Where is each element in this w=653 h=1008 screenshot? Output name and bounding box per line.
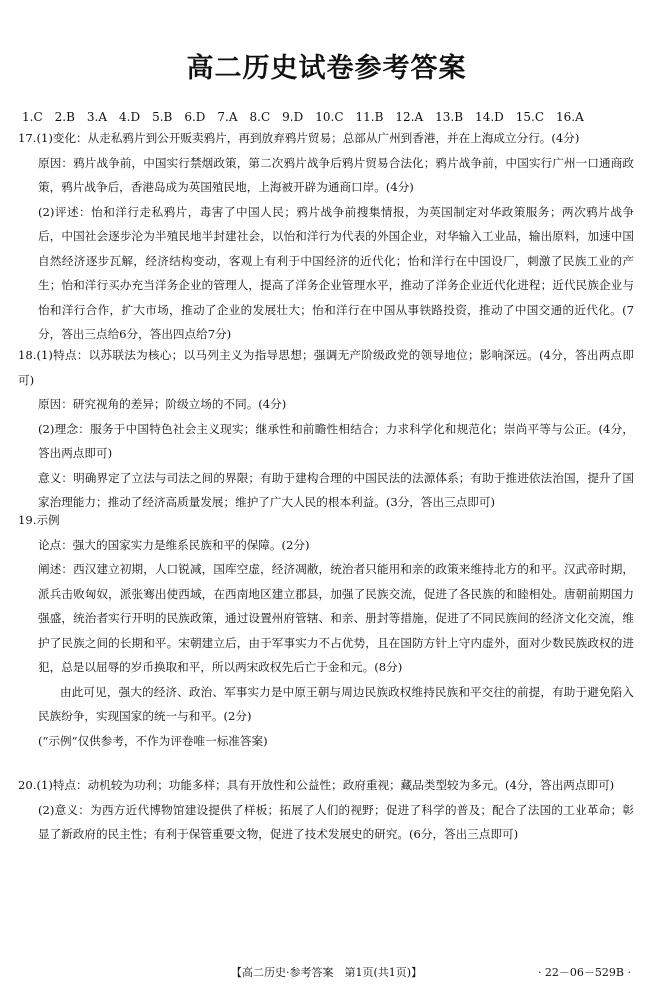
q17-part1-reason: 原因：鸦片战争前，中国实行禁烟政策，第二次鸦片战争后鸦片贸易合法化；鸦片战争前，中国实行广州一口通商政策，鸦片战争后，香港岛成为英国殖民地，上海被开辟为通商口岸。(4分) [38, 155, 634, 194]
q19-thesis: 论点：强大的国家实力是维系民族和平的保障。(2分) [38, 537, 310, 552]
q18-part2-concept: (2)理念：服务于中国特色社会主义现实；继承性和前瞻性相结合；力求科学化和规范化；崇尚平等与公正。(4分，答出两点即可) [38, 421, 634, 460]
q20-part2-significance: (2)意义：为西方近代博物馆建设提供了样板；拓展了人们的视野；促进了科学的普及；配合了法国的工业革命；彰显了新政府的民主性；有利于保管重要文物，促进了技术发展史的研究。(6分，答出三点即可) [38, 802, 634, 841]
q18-part2-significance: 意义：明确界定了立法与司法之间的界限；有助于建构合理的中国民法的法源体系；有助于推进依法治国，提升了国家治理能力；推动了经济高质量发展；维护了广大人民的根本利益。(3分，答出三点即可) [38, 470, 634, 509]
q18-part1-feature: 18.(1)特点：以苏联法为核心；以马列主义为指导思想；强调无产阶级政党的领导地位；影响深远。(4分，答出两点即可) [18, 348, 634, 387]
q19-note: (“示例”仅供参考，不作为评卷唯一标准答案) [38, 733, 268, 748]
q20-part1-feature: 20.(1)特点：动机较为功利；功能多样；具有开放性和公益性；政府重视；藏品类型较为多元。(4分，答出两点即可) [18, 778, 615, 792]
footer-label: 【高二历史·参考答案 第1页(共1页)】 [230, 966, 423, 979]
q17-part2-review: (2)评述：怡和洋行走私鸦片，毒害了中国人民；鸦片战争前搜集情报，为英国制定对华政策服务；两次鸦片战争后，中国社会逐步沦为半殖民地半封建社会，以怡和洋行为代表的外国企业，对华输入工业品，输出原料，加速中国自然经济逐步瓦解，经济结构变动，客观上有利于中国经济的近代化；怡和洋行在中国设厂，刺激了民族工业的产生；怡和洋行买办充当洋务企业的管理人，提高了洋务企业管理水平，推动了洋务企业近代化进程；近代民族企业与怡和洋行合作，扩大市场，推动了企业的发展壮大；怡和洋行在中国从事铁路投资，推动了中国交通的近代化。(7分，答出三点给6分，答出四点给7分) [38, 204, 634, 341]
footer-code: · 22－06－529B · [537, 966, 631, 979]
q19-conclusion: 由此可见，强大的经济、政治、军事实力是中原王朝与周边民族政权维持民族和平交往的前提，有助于避免陷入民族纷争，实现国家的统一与和平。(2分) [38, 684, 634, 723]
question-20 [18, 773, 634, 847]
question-18 [18, 343, 634, 515]
question-17 [18, 126, 634, 347]
q19-header: 19.示例 [18, 513, 60, 527]
choice-answers: 1.C 2.B 3.A 4.D 5.B 6.D 7.A 8.C 9.D 10.C 11.B 12.A 13.B 14.D 15.C 16.A [22, 110, 584, 124]
question-19 [18, 508, 634, 753]
q17-part1-change: 17.(1)变化：从走私鸦片到公开贩卖鸦片，再到放弃鸦片贸易；总部从广州到香港，并在上海成立分行。(4分) [18, 131, 580, 145]
q19-elaboration: 阐述：西汉建立初期，人口锐减，国库空虚，经济凋敝，统治者只能用和亲的政策来维持北方的和平。汉武帝时期，派兵击败匈奴，派张骞出使西域，在西南地区建立郡县，加强了民族交流，促进了各民族的和睦相处。唐朝前期国力强盛，统治者实行开明的民族政策，通过设置州府管辖、和亲、册封等措施，促进了不同民族间的经济文化交流，维护了民族之间的长期和平。宋朝建立后，由于军事实力不占优势，且在国防方针上守内虚外，面对少数民族政权的进犯，总是以屈辱的岁币换取和平，所以两宋政权先后亡于金和元。(8分) [38, 562, 634, 674]
q18-part1-reason: 原因：研究视角的差异；阶级立场的不同。(4分) [38, 397, 287, 411]
page-title: 高二历史试卷参考答案 [186, 53, 467, 84]
